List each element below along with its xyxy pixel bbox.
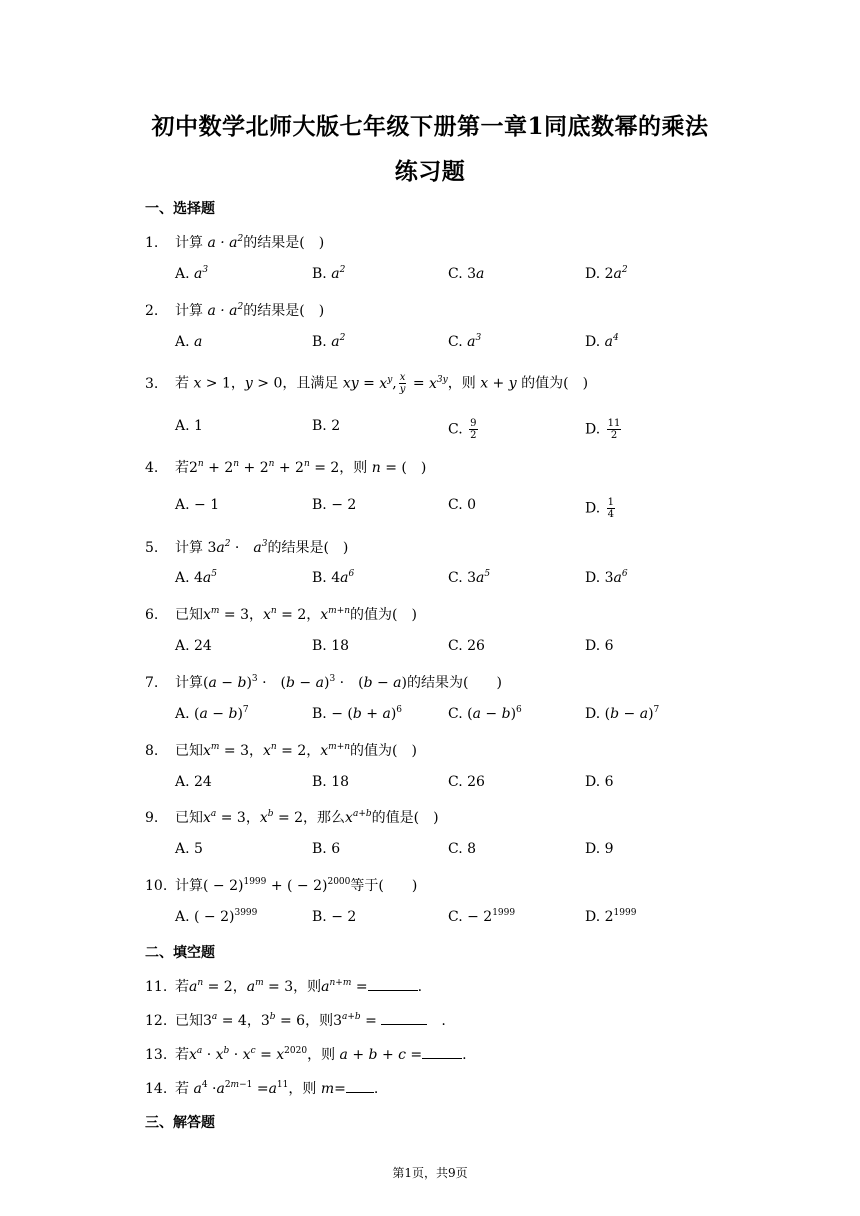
question-6: 6. 已知$x^m = 3$，$x^n = 2$，$x^{m+n}$的值为( ) [145, 606, 417, 623]
question-9: 9. 已知$x^a = 3$，$x^b = 2$，那么$x^{a+b}$的值是( ) [145, 809, 439, 826]
question-5: 5. 计算 $3a^2$ · $a^3$的结果是( ) [145, 539, 349, 556]
option-b: B. − 2 [312, 497, 357, 513]
option-a: A. − 1 [175, 497, 220, 513]
option-b: B. − $(b + a)^6$ [312, 705, 403, 722]
option-c: C. 0 [448, 497, 477, 513]
option-c: C. − $2^{1999}$ [448, 908, 516, 925]
option-b: B. 2 [312, 418, 341, 434]
option-a: A. ( − 2)$^{3999}$ [175, 908, 258, 925]
answer-blank [381, 1012, 427, 1025]
answer-blank [422, 1046, 462, 1059]
question-2: 2. 计算 $a \cdot a^2$的结果是( ) [145, 302, 325, 319]
option-b: B. $a^2$ [312, 333, 346, 350]
option-d: D. $\frac{1}{4}$ [585, 497, 615, 520]
document-title-line2: 练习题 [394, 158, 466, 185]
section-heading-answer: 三、解答题 [145, 1115, 215, 1131]
option-c: C. 26 [448, 774, 485, 790]
option-d: D. 6 [585, 638, 614, 654]
question-14: 14. 若 $a^4 \cdot a^{2m-1} =a^{11}$，则 m= . [145, 1080, 379, 1097]
option-d: D. $(b - a)^7$ [585, 705, 660, 722]
question-7: 7. 计算$(a - b)^3$ · $(b - a)^3$ · (b − a)的结果为( ) [145, 674, 502, 691]
option-c: C. $3a^5$ [448, 569, 491, 586]
section-heading-fill: 二、填空题 [145, 945, 215, 961]
option-d: D. 9 [585, 841, 614, 857]
answer-blank [346, 1080, 374, 1093]
option-d: D. $2^{1999}$ [585, 908, 637, 925]
question-1: 1. 计算 $a \cdot a^2$的结果是( ) [145, 234, 325, 251]
option-d: D. $3a^6$ [585, 569, 628, 586]
question-11: 11. 若$a^n = 2$，$a^m = 3$，则$a^{n+m}$ = . [145, 978, 423, 995]
question-8: 8. 已知$x^m = 3$，$x^n = 2$，$x^{m+n}$的值为( ) [145, 742, 417, 759]
option-b: B. $a^2$ [312, 265, 346, 282]
question-4: 4. 若$2^n + 2^n + 2^n + 2^n = 2$，则 n = ( ) [145, 459, 427, 476]
option-c: C. 26 [448, 638, 485, 654]
option-c: C. 8 [448, 841, 477, 857]
option-a: A. 1 [175, 418, 203, 434]
option-d: D. $\frac{11}{2}$ [585, 418, 621, 441]
option-d: D. 6 [585, 774, 614, 790]
option-b: B. $4a^6$ [312, 569, 355, 586]
option-b: B. − 2 [312, 909, 357, 925]
option-c: C. $(a - b)^6$ [448, 705, 522, 722]
document-title-line1: 初中数学北师大版七年级下册第一章1同底数幂的乘法 [151, 113, 709, 140]
option-b: B. 18 [312, 638, 350, 654]
question-3: 3. 若 x > 1，y > 0，且满足 xy = $x^y$, $\frac{x}{y}$ = $x^{3y}$，则 x + y 的值为( ) [145, 372, 589, 395]
option-d: D. $2a^2$ [585, 265, 628, 282]
question-13: 13. 若$x^a \cdot x^b \cdot x^c = x^{2020}$，则 a + b + c = . [145, 1046, 467, 1063]
option-c: C. $\frac{9}{2}$ [448, 418, 477, 441]
option-c: C. 3a [448, 266, 485, 282]
answer-blank [368, 978, 418, 991]
option-a: A. $(a - b)^7$ [175, 705, 249, 722]
option-d: D. $a^4$ [585, 333, 619, 350]
option-a: A. 24 [175, 638, 212, 654]
option-a: A. $4a^5$ [175, 569, 218, 586]
page-footer: 第1页，共9页 [392, 1166, 468, 1180]
option-b: B. 18 [312, 774, 350, 790]
option-a: A. $a^3$ [175, 265, 209, 282]
question-10: 10. 计算( − 2)$^{1999}$ + ( − 2)$^{2000}$等于( ) [145, 877, 418, 894]
option-a: A. a [175, 334, 203, 350]
option-b: B. 6 [312, 841, 341, 857]
option-c: C. $a^3$ [448, 333, 482, 350]
option-a: A. 5 [175, 841, 203, 857]
question-12: 12. 已知$3^a = 4$，$3^b = 6$，则$3^{a+b}$ = . [145, 1012, 446, 1029]
option-a: A. 24 [175, 774, 212, 790]
section-heading-choice: 一、选择题 [145, 201, 215, 217]
